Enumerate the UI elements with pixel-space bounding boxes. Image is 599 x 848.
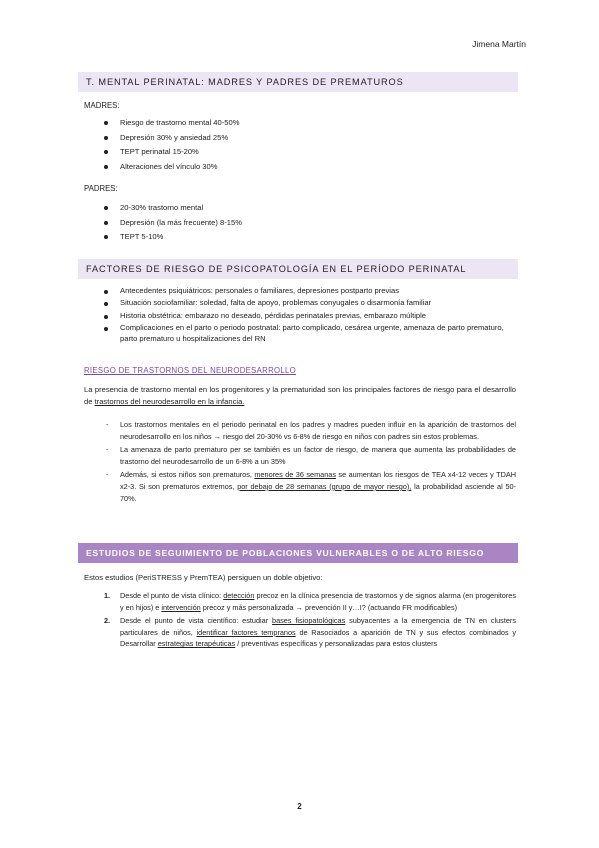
item-underlined: intervención: [161, 602, 201, 612]
list-item: Depresión (la más frecuente) 8-15%: [84, 216, 516, 231]
list-item: Riesgo de trastorno mental 40-50%: [84, 116, 516, 131]
list-item: Historia obstétrica: embarazo no deseado, pérdidas perinatales previas, embarazo múltiple: [84, 310, 516, 322]
item-number: 2.: [104, 616, 111, 626]
item-text: Desde el punto de vista científico: estudiar: [120, 616, 273, 626]
dash-underlined: menores de 36 semanas: [254, 470, 336, 480]
subheading-neurodesarrollo: RIESGO DE TRASTORNOS DEL NEURODESARROLLO: [84, 366, 297, 375]
list-item: Complicaciones en el parto o periodo postnatal: parto complicado, cesárea urgente, amenaza de parto prematuro, parto prematuro u hospitalizaciones del RN: [84, 322, 516, 345]
item-text: subyacentes a la emergencia de TN en clusters particulares de niños,: [120, 616, 516, 637]
risk-factors-list: [84, 285, 516, 345]
dash-text: la probabilidad asciende al 50-70%.: [120, 481, 516, 503]
list-item: TEPT 5-10%: [84, 230, 516, 245]
item-underlined: bases fisiopatológicas: [272, 616, 346, 626]
item-number: 1.: [104, 591, 111, 600]
item-underlined: identificar factores tempranos: [196, 627, 296, 637]
list-item: Antecedentes psiquiátricos: personales o familiares, depresiones postparto previas: [84, 285, 516, 297]
dash-item: [84, 469, 516, 504]
intro-paragraph: [84, 384, 516, 408]
item-underlined: estrategias terapéuticas: [157, 639, 236, 649]
item-text: precoz y más personalizada → prevención II y…I? (actuando FR modificables): [200, 602, 458, 612]
item-underlined: detección: [223, 591, 255, 600]
dash-item: - Los trastornos mentales en el periodo perinatal en los padres y madres pueden influir en la aparición de trastornos del neurodesarrollo en los niños → riesgo del 20-30% vs 6-8% de riesgo en niños con padres sin estos problemas.: [84, 419, 516, 442]
section-heading-mental-perinatal: T. MENTAL PERINATAL: MADRES Y PADRES DE PREMATUROS: [78, 72, 518, 92]
madres-list: [84, 116, 516, 174]
list-item: Depresión 30% y ansiedad 25%: [84, 131, 516, 146]
item-text: precoz en la clínica presencia de trastornos y de signos alarma (en progenitores y en hijos) e: [120, 591, 516, 612]
objective-item: [84, 590, 516, 613]
padres-list: [84, 201, 516, 245]
list-item: 20-30% trastorno mental: [84, 201, 516, 216]
author-name: Jimena Martín: [472, 39, 526, 49]
page-number: 2: [297, 802, 302, 811]
dash-text: se aumentan los riesgos de TEA x4-12 veces y TDAH x2-3. Si son prematuros extremos,: [120, 470, 516, 491]
dash-item: - La amenaza de parto prematuro per se también es un factor de riesgo, de manera que aumenta las probabilidades de trastorno del neurodesarrollo de un 6-8% a un 35%: [84, 444, 516, 467]
madres-label: MADRES:: [84, 101, 120, 110]
intro-text: La presencia de trastorno mental en los progenitores y la prematuridad son los principales factores de riesgo para el desarrollo de: [84, 385, 516, 406]
list-item: TEPT perinatal 15-20%: [84, 145, 516, 160]
objectives-list: [84, 590, 516, 652]
objective-item: [84, 615, 516, 650]
dash-text: Además, si estos niños son prematuros,: [120, 470, 255, 480]
list-item: Alteraciones del vínculo 30%: [84, 160, 516, 175]
item-text: Desde el punto de vista clínico:: [120, 591, 224, 600]
estudios-intro: Estos estudios (PeriSTRESS y PremTEA) persiguen un doble objetivo:: [84, 573, 323, 582]
item-text: de Rasociados a aparición de TN y sus efectos combinados y Desarrollar: [120, 627, 517, 649]
dash-underlined: por debajo de 28 semanas (grupo de mayor riesgo),: [237, 481, 412, 491]
section-heading-estudios: ESTUDIOS DE SEGUIMIENTO DE POBLACIONES VULNERABLES O DE ALTO RIESGO: [78, 543, 518, 563]
item-text: / preventivas específicas y personalizadas para estos clusters: [235, 639, 438, 649]
list-item: Situación sociofamiliar: soledad, falta de apoyo, problemas conyugales o disarmonía familiar: [84, 297, 516, 309]
dash-list: [84, 419, 516, 506]
padres-label: PADRES:: [84, 184, 118, 193]
section-heading-factores-riesgo: FACTORES DE RIESGO DE PSICOPATOLOGÍA EN EL PERÍODO PERINATAL: [78, 259, 518, 279]
intro-underlined: trastornos del neurodesarrollo en la infancia.: [94, 397, 245, 406]
